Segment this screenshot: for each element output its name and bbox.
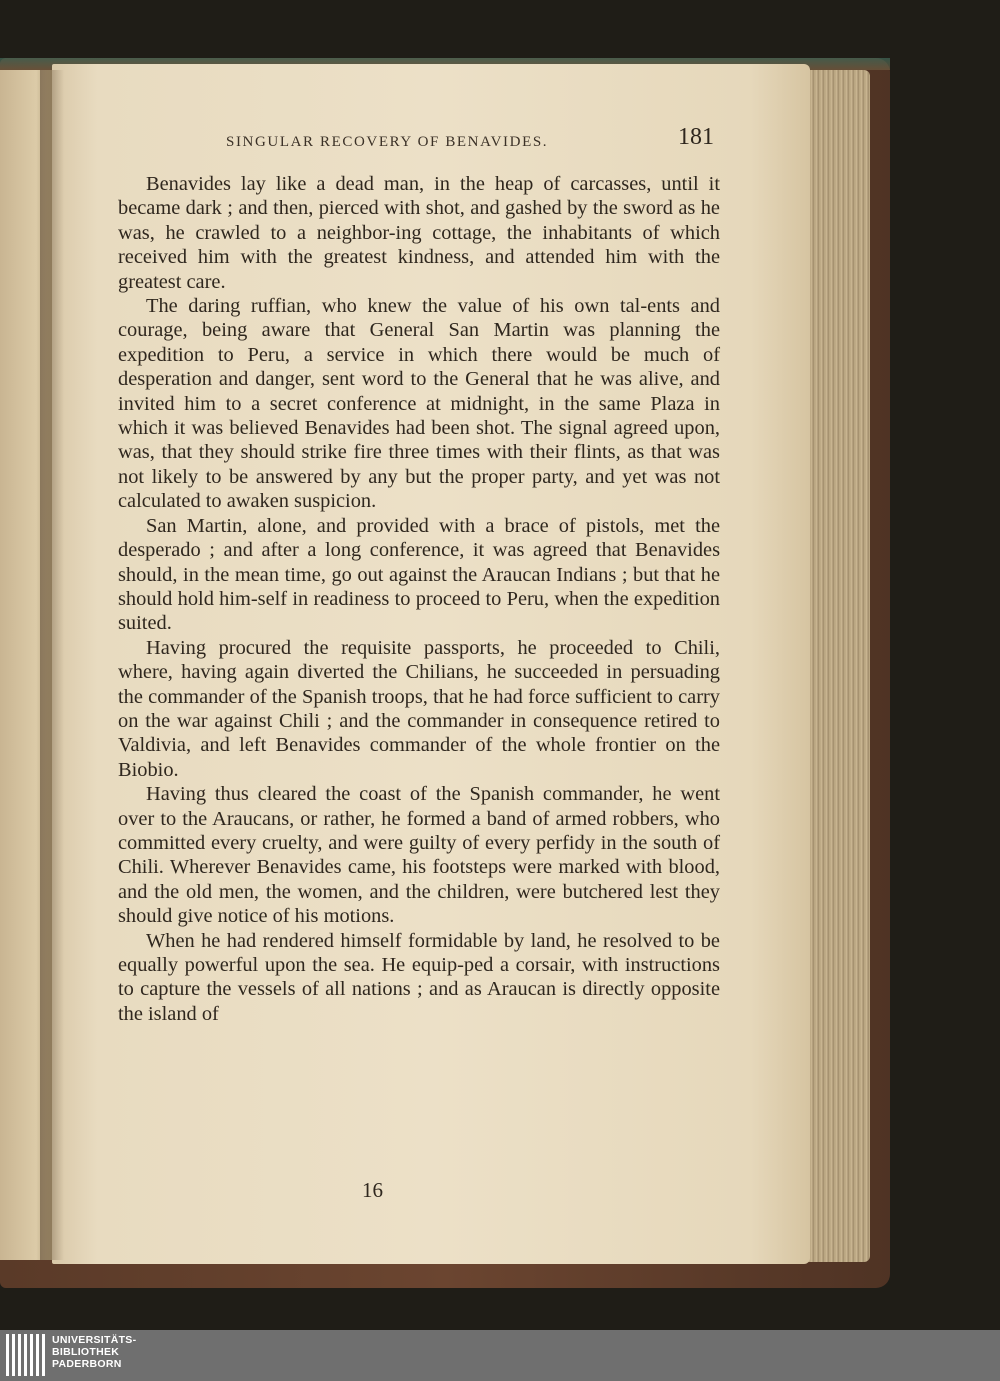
page-number: 181	[678, 124, 714, 150]
page-header	[118, 124, 718, 158]
library-logo-icon	[6, 1334, 46, 1376]
library-name-line: PADERBORN	[52, 1358, 122, 1370]
library-footer	[0, 1330, 1000, 1381]
paragraph: When he had rendered himself formidable by land, he resolved to be equally powerful upon the sea. He equip-ped a corsair, with instructions to capture the vessels of all nations ; and as Araucan is directly opposite the island of	[118, 929, 720, 1025]
library-name-line: UNIVERSITÄTS-	[52, 1334, 137, 1346]
paragraph: San Martin, alone, and provided with a brace of pistols, met the desperado ; and after a long conference, it was agreed that Benavides should, in the mean time, go out against the Araucan Indians ; but that he should hold him-self in readiness to proceed to Peru, when the expedition suited.	[118, 514, 720, 635]
body-text	[118, 172, 720, 1026]
signature-mark: 16	[362, 1178, 383, 1202]
library-name-line: BIBLIOTHEK	[52, 1346, 120, 1358]
library-name	[52, 1334, 136, 1370]
page-gutter	[40, 70, 64, 1260]
running-head: SINGULAR RECOVERY OF BENAVIDES.	[226, 134, 549, 150]
paragraph: The daring ruffian, who knew the value of his own tal-ents and courage, being aware that General San Martin was planning the expedition to Peru, a service in which there would be much of desperation and danger, sent word to the General that he was alive, and invited him to a secret conference at midnight, in the same Plaza in which it was believed Benavides had been shot. The signal agreed upon, was, that they should strike fire three times with their flints, as that was not likely to be answered by any but the proper party, and yet was not calculated to awaken suspicion.	[118, 295, 720, 513]
paragraph: Having procured the requisite passports, he proceeded to Chili, where, having again diverted the Chilians, he succeeded in persuading the commander of the Spanish troops, that he had force sufficient to carry on the war against Chili ; and the commander in consequence retired to Valdivia, and left Benavides commander of the whole frontier on the Biobio.	[118, 636, 720, 781]
paragraph: Having thus cleared the coast of the Spanish commander, he went over to the Araucans, or rather, he formed a band of armed robbers, who committed every cruelty, and were guilty of every perfidy in the south of Chili. Wherever Benavides came, his footsteps were marked with blood, and the old men, the women, and the children, were butchered lest they should give notice of his motions.	[118, 783, 720, 928]
page-edges	[800, 70, 870, 1262]
paragraph: Benavides lay like a dead man, in the heap of carcasses, until it became dark ; and then, pierced with shot, and gashed by the sword as he was, he crawled to a neighbor-ing cottage, the inhabitants of which received him with the greatest kindness, and attended him with the greatest care.	[118, 173, 720, 293]
